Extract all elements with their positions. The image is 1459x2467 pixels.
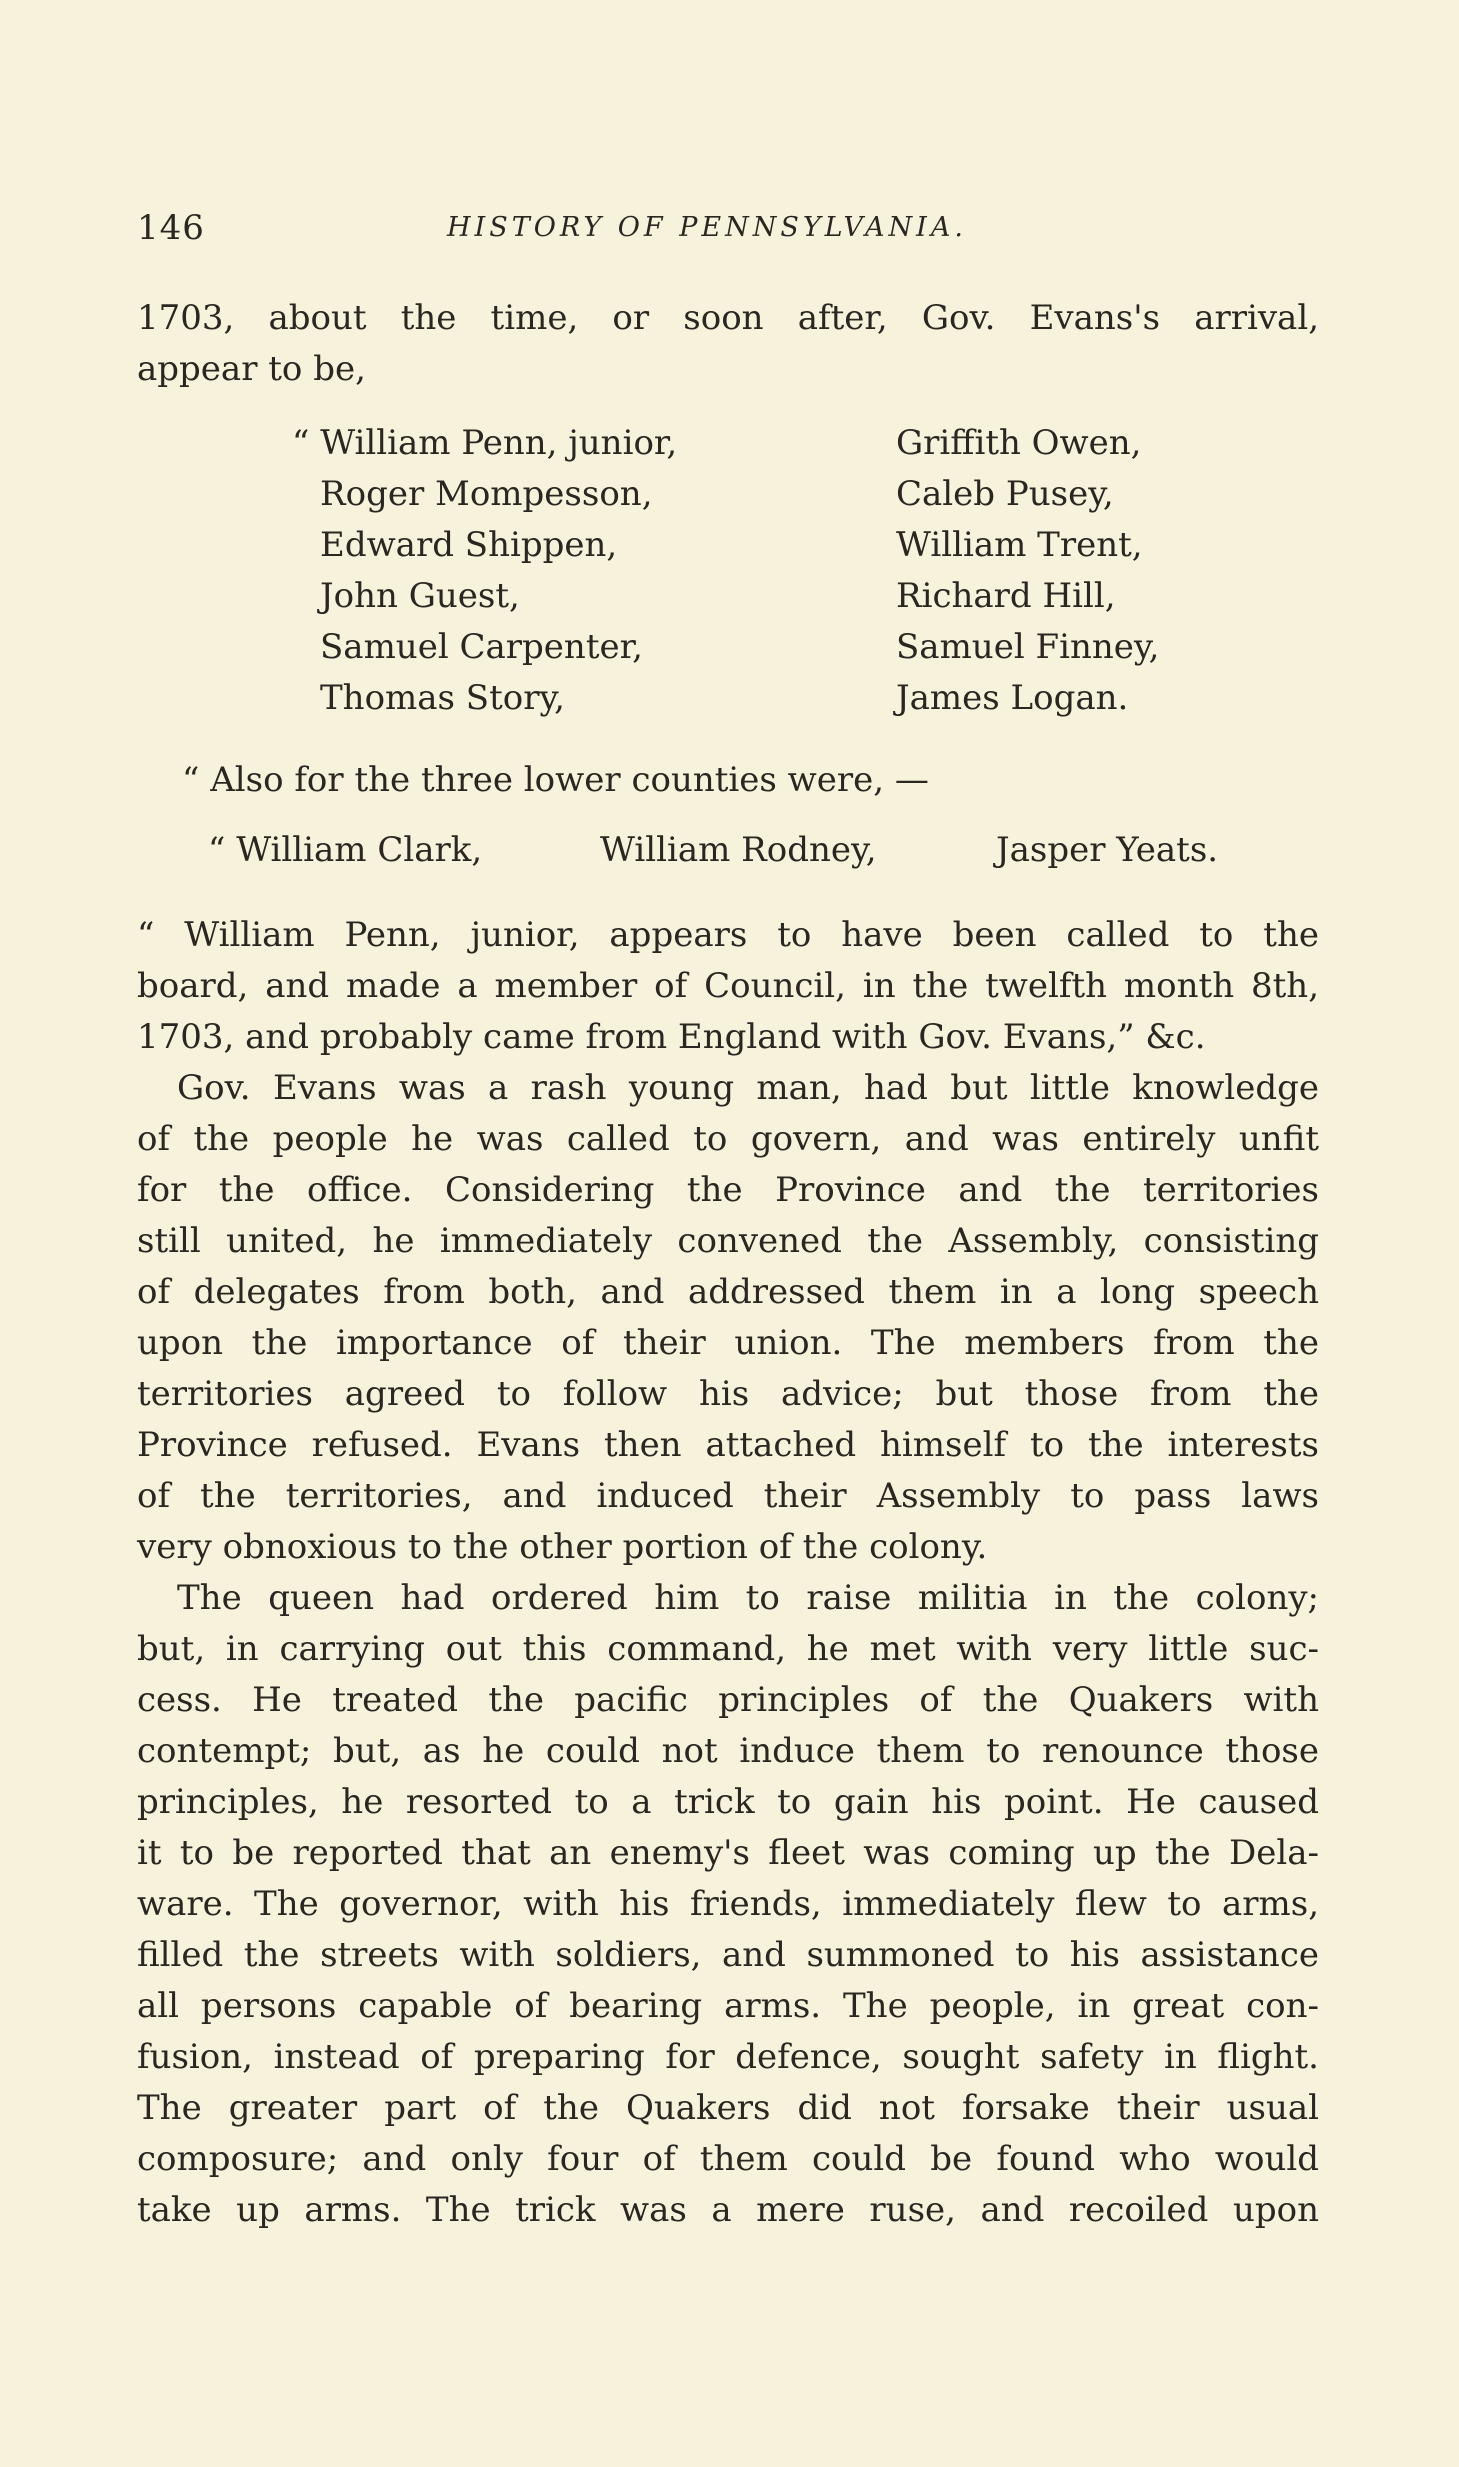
- main-text: [137, 910, 1319, 2236]
- text-line: Province refused. Evans then attached himself to the interests: [137, 1425, 1319, 1465]
- council-member: Richard Hill,: [896, 576, 1116, 616]
- lower-counties-intro: “ Also for the three lower counties were, —: [182, 760, 929, 800]
- council-member: William Trent,: [896, 525, 1143, 565]
- council-member: James Logan.: [896, 678, 1129, 718]
- council-list-right: [896, 418, 1159, 724]
- text-line: The queen had ordered him to raise militia in the colony;: [177, 1578, 1319, 1618]
- text-line: filled the streets with soldiers, and summoned to his assistance: [137, 1935, 1319, 1975]
- lower-county-member: William Rodney,: [600, 830, 877, 870]
- council-member: Edward Shippen,: [320, 525, 618, 565]
- council-member: Samuel Carpenter,: [320, 627, 643, 667]
- text-line: board, and made a member of Council, in the twelfth month 8th,: [137, 966, 1319, 1006]
- text-line: “ William Penn, junior, appears to have been called to the: [137, 915, 1319, 955]
- text-line: contempt; but, as he could not induce them to renounce those: [137, 1731, 1319, 1771]
- text-line: 1703, about the time, or soon after, Gov. Evans's arrival,: [137, 298, 1319, 338]
- council-member: John Guest,: [320, 576, 520, 616]
- council-member: “ William Penn, junior,: [292, 423, 678, 463]
- lower-county-member: “ William Clark,: [208, 830, 483, 870]
- text-line: The greater part of the Quakers did not forsake their usual: [137, 2088, 1319, 2128]
- text-line: territories agreed to follow his advice; but those from the: [137, 1374, 1319, 1414]
- text-line: 1703, and probably came from England with Gov. Evans,” &c.: [137, 1017, 1206, 1057]
- text-line: but, in carrying out this command, he met with very little suc-: [137, 1629, 1319, 1669]
- text-line: of the territories, and induced their Assembly to pass laws: [137, 1476, 1319, 1516]
- text-line: it to be reported that an enemy's fleet was coming up the Dela-: [137, 1833, 1319, 1873]
- running-head: [137, 208, 1327, 248]
- council-member: Roger Mompesson,: [320, 474, 653, 514]
- text-line: for the office. Considering the Province and the territories: [137, 1170, 1319, 1210]
- council-member: Griffith Owen,: [896, 423, 1142, 463]
- running-title: HISTORY OF PENNSYLVANIA.: [447, 212, 967, 243]
- text-line: principles, he resorted to a trick to gain his point. He caused: [137, 1782, 1319, 1822]
- council-member: Caleb Pusey,: [896, 474, 1114, 514]
- council-list-left: [292, 418, 677, 724]
- text-line: all persons capable of bearing arms. The people, in great con-: [137, 1986, 1319, 2026]
- council-member: Thomas Story,: [320, 678, 565, 718]
- text-line: still united, he immediately convened the Assembly, consisting: [137, 1221, 1319, 1261]
- text-line: very obnoxious to the other portion of the colony.: [137, 1527, 988, 1567]
- text-line: Gov. Evans was a rash young man, had but little knowledge: [177, 1068, 1319, 1108]
- text-line: take up arms. The trick was a mere ruse, and recoiled upon: [137, 2190, 1319, 2230]
- page-number: 146: [137, 208, 205, 248]
- text-line: upon the importance of their union. The members from the: [137, 1323, 1319, 1363]
- text-line: of delegates from both, and addressed them in a long speech: [137, 1272, 1319, 1312]
- intro-paragraph: [137, 293, 1319, 395]
- text-line: cess. He treated the pacific principles of the Quakers with: [137, 1680, 1319, 1720]
- lower-county-member: Jasper Yeats.: [996, 830, 1219, 870]
- council-member: Samuel Finney,: [896, 627, 1160, 667]
- text-line: composure; and only four of them could be found who would: [137, 2139, 1319, 2179]
- text-line: appear to be,: [137, 349, 366, 389]
- text-line: fusion, instead of preparing for defence, sought safety in flight.: [137, 2037, 1319, 2077]
- text-line: ware. The governor, with his friends, immediately flew to arms,: [137, 1884, 1319, 1924]
- text-line: of the people he was called to govern, and was entirely unfit: [137, 1119, 1319, 1159]
